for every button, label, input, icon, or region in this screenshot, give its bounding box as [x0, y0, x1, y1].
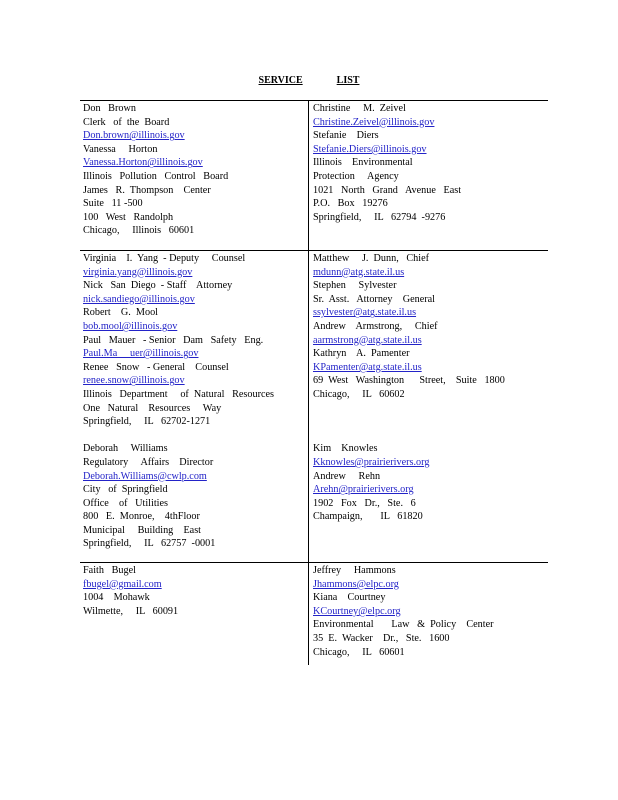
email-link[interactable]: Don.brown@illinois.gov: [83, 130, 185, 142]
address-line: Stefanie Diers: [313, 130, 379, 142]
service-cell-r1-left: [83, 102, 228, 238]
address-line: Matthew J. Dunn, Chief: [313, 253, 430, 264]
address-line: Office of Utilities: [83, 497, 168, 509]
email-link[interactable]: Christine.Zeivel@illinois.gov: [313, 116, 435, 128]
address-line: Environmental Law & Policy Center: [313, 619, 494, 631]
service-cell-r2-left: [83, 252, 274, 551]
email-link[interactable]: renee.snow@illinois.gov: [83, 375, 185, 387]
address-line: Vanessa Horton: [83, 143, 158, 155]
address-line: Chicago, IL 60602: [313, 388, 405, 400]
address-line: 1021 North Grand Avenue East: [313, 184, 462, 196]
email-link[interactable]: Paul.Ma uer@illinois.gov: [83, 348, 199, 360]
page-title: [0, 75, 618, 86]
address-line: Renee Snow - General Counsel: [83, 361, 229, 373]
address-line: Springfield, IL 62757 -0001: [83, 538, 216, 550]
address-line: Andrew Armstrong, Chief: [313, 320, 438, 332]
email-link[interactable]: Arehn@prairierivers.org: [313, 484, 414, 496]
address-line: Robert G. Mool: [83, 307, 158, 319]
service-cell-r3-left: [83, 564, 178, 618]
address-line: Springfield, IL 62794 -9276: [313, 211, 446, 223]
address-line: One Natural Resources Way: [83, 402, 222, 414]
table-row-divider: [80, 250, 548, 251]
email-link[interactable]: aarmstrong@atg.state.il.us: [313, 334, 422, 346]
address-line: Protection Agency: [313, 170, 399, 182]
address-line: Sr. Asst. Attorney General: [313, 293, 435, 305]
address-line: 800 E. Monroe, 4thFloor: [83, 511, 200, 523]
address-line: Illinois Environmental: [313, 157, 413, 169]
table-top-rule: [80, 100, 548, 101]
address-line: Regulatory Affairs Director: [83, 456, 214, 468]
service-cell-r1-right: [313, 102, 461, 224]
email-link[interactable]: KCourtney@elpc.org: [313, 605, 401, 617]
address-line: Wilmette, IL 60091: [83, 605, 179, 617]
email-link[interactable]: Stefanie.Diers@illinois.gov: [313, 143, 427, 155]
address-line: James R. Thompson Center: [83, 184, 211, 196]
address-line: Deborah Williams: [83, 443, 168, 455]
address-line: 1004 Mohawk: [83, 592, 150, 604]
email-link[interactable]: Kknowles@prairierivers.org: [313, 456, 430, 468]
address-line: Don Brown: [83, 103, 136, 114]
table-row-divider: [80, 562, 548, 563]
address-line: Paul Mauer - Senior Dam Safety Eng.: [83, 334, 264, 346]
address-line: Kiana Courtney: [313, 592, 386, 604]
address-line: Stephen Sylvester: [313, 280, 397, 292]
address-line: Municipal Building East: [83, 524, 201, 536]
address-line: Nick San Diego - Staff Attorney: [83, 280, 233, 292]
email-link[interactable]: ssylvester@atg.state.il.us: [313, 307, 417, 319]
service-cell-r2-right: [313, 252, 505, 524]
address-line: Chicago, IL 60601: [313, 646, 405, 658]
address-line: Illinois Pollution Control Board: [83, 170, 229, 182]
email-link[interactable]: KPamenter@atg.state.il.us: [313, 361, 422, 373]
address-line: 1902 Fox Dr., Ste. 6: [313, 497, 416, 509]
blank-line: [313, 415, 505, 429]
address-line: Chicago, Illinois 60601: [83, 225, 195, 237]
email-link[interactable]: Deborah.Williams@cwlp.com: [83, 470, 207, 482]
address-line: Springfield, IL 62702-1271: [83, 416, 211, 428]
blank-line: [313, 402, 505, 416]
address-line: Christine M. Zeivel: [313, 103, 406, 114]
address-line: Virginia I. Yang - Deputy Counsel: [83, 253, 246, 264]
title-service: SERVICE: [258, 75, 303, 86]
email-link[interactable]: Vanessa.Horton@illinois.gov: [83, 157, 203, 169]
address-line: Illinois Department of Natural Resources: [83, 388, 274, 400]
address-line: Faith Bugel: [83, 565, 136, 576]
address-line: Suite 11 -500: [83, 198, 143, 210]
email-link[interactable]: nick.sandiego@illinois.gov: [83, 293, 195, 305]
email-link[interactable]: bob.mool@illinois.gov: [83, 320, 178, 332]
email-link[interactable]: fbugel@gmail.com: [83, 578, 162, 590]
address-line: 35 E. Wacker Dr., Ste. 1600: [313, 632, 450, 644]
table-column-divider: [308, 100, 309, 665]
address-line: P.O. Box 19276: [313, 198, 388, 210]
blank-line: [313, 429, 505, 443]
address-line: 69 West Washington Street, Suite 1800: [313, 375, 505, 387]
address-line: Champaign, IL 61820: [313, 511, 423, 523]
address-line: Kim Knowles: [313, 443, 378, 455]
address-line: Clerk of the Board: [83, 116, 170, 128]
blank-line: [83, 429, 274, 443]
address-line: Andrew Rehn: [313, 470, 381, 482]
address-line: Kathryn A. Pamenter: [313, 348, 410, 360]
title-list: LIST: [336, 75, 360, 86]
address-line: City of Springfield: [83, 484, 168, 496]
email-link[interactable]: Jhammons@elpc.org: [313, 578, 399, 590]
address-line: 100 West Randolph: [83, 211, 174, 223]
email-link[interactable]: virginia.yang@illinois.gov: [83, 266, 193, 278]
service-cell-r3-right: [313, 564, 494, 659]
email-link[interactable]: mdunn@atg.state.il.us: [313, 266, 405, 278]
address-line: Jeffrey Hammons: [313, 565, 396, 576]
